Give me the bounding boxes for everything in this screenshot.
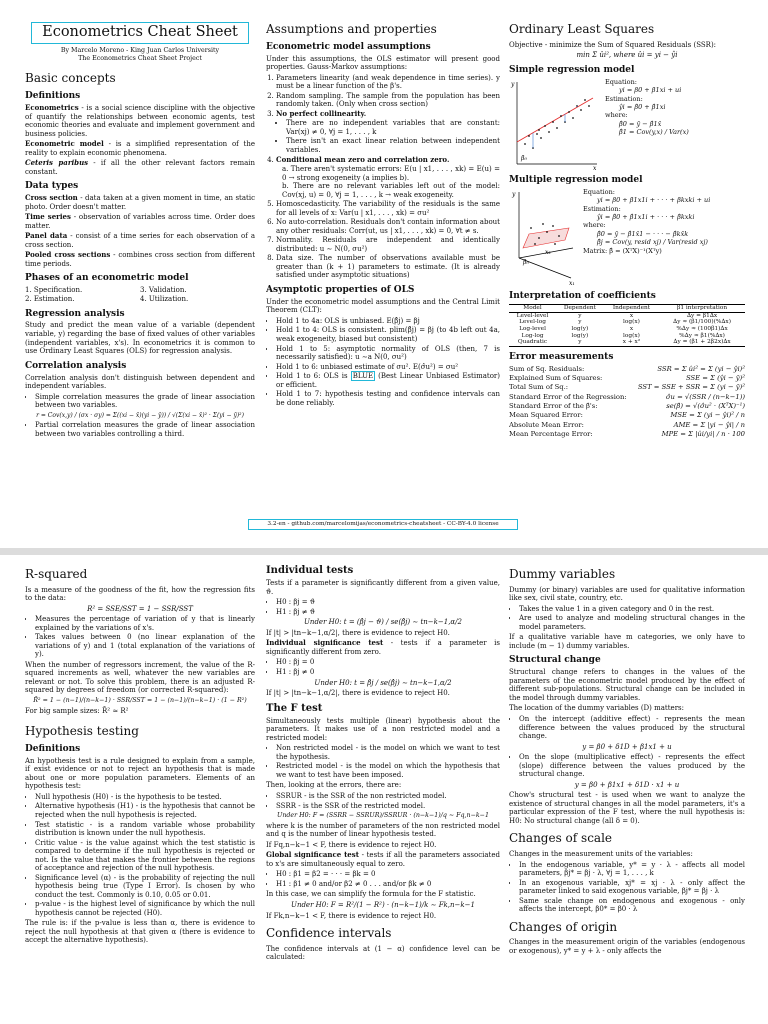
correlation-analysis-heading: Correlation analysis [25,360,127,371]
econometric-model-definition: Econometric model - is a simplified representation of the reality to explain economic phenomena. [25,139,255,157]
simple-regression-block [509,78,745,170]
dummy-categories: If a qualitative variable have m categories, we only have to include (m − 1) dummy variables. [509,633,745,650]
pooled-cross-sections-definition: Pooled cross sections - combines cross section from different time periods. [25,250,255,268]
property-item: • Hold 1 to 6: unbiased estimate of σu². E(σ̂u²) = σu² [276,363,500,372]
changes-of-scale-heading: Changes of scale [509,831,613,846]
f-ssr-item: • SSRUR - is the SSR of the non restricted model. [276,792,500,801]
page2-column-1 [25,565,255,1023]
gs-simplify: In this case, we can simplify the formula for the F statistic. [266,890,476,899]
r-squared-formula: R² = SSE/SST = 1 − SSR/SST [87,604,193,613]
assumption-item: 7. Normality. Residuals are independent and identically distributed: u ∼ N(0, σu²) [276,236,500,253]
f-ssr-item: • SSRR - is the SSR of the restricted model. [276,802,500,811]
measure-sst: Total Sum of Sq.: SST = SSE + SSR = Σ (yi − ȳ)² [509,383,745,392]
plot-x-label: x [593,164,597,170]
correlation-analysis-text: Correlation analysis don't distinguish between dependent and independent variables. [25,373,255,391]
gs-rule: If Fk,n−k−1 < F, there is evidence to reject H0. [266,911,437,920]
changes-of-origin-heading: Changes of origin [509,919,618,934]
page1-column-1 [25,22,255,542]
page2-column-3 [509,565,745,1023]
ist-hypotheses [276,658,500,676]
simple-regression-heading: Simple regression model [509,64,635,75]
phase-item: 3. Validation. [140,286,187,295]
ht-rule: The rule is: if the p-value is less than α, there is evidence to reject the null hypothesis at that given α (there is evidence to accept the alternative hypothesis). [25,919,255,945]
model-assumptions-heading: Econometric model assumptions [266,41,431,52]
hypothesis-testing-heading: Hypothesis testing [25,724,139,739]
measure-se-betas: Standard Error of the β̂'s: se(β̂) = √(σ̂u² · (XᵀX)⁻¹) [509,402,745,411]
interp-header: Independent [604,304,659,312]
f-test-intro: Simultaneously tests multiple (linear) hypothesis about the parameters. It makes use of a non restricted model and a restricted model: [266,716,500,742]
scale-item: • Same scale change on endogenous and exogenous - only affects the intercept, β0* = β0 · λ [519,897,745,914]
table-row: Log-level log(y) x %∆y ≈ (100β1)∆x [519,325,728,332]
phase-item: 2. Estimation. [25,294,75,303]
changes-of-origin-intro: Changes in the measurement origin of the variables (endogenous or exogenous), y* = y + λ - only affects the [509,938,745,955]
property-item: • Hold 1 to 6: OLS is BLUE (Best Linear Unbiased Estimator) or efficient. [276,372,500,389]
chow-test: Chow's structural test - is used when we want to analyze the existence of structural changes in all the model parameters, it's a particular expression of the F test, where the null hypothesis is: H0: No structural change (all δ = 0). [509,791,745,825]
f-models-list [276,744,500,779]
assumption-item: 6. No auto-correlation. Residuals don't contain information about any other residuals: Corr(ut, us | x1, . . . , xk) = 0, ∀t ≠ s. [276,218,500,235]
plot3d-x2-label: x₂ [545,248,551,256]
structural-change-item: • On the intercept (additive effect) - represents the mean difference between the values produced by the structural change. [519,715,745,741]
ols-objective: Objective - minimize the Sum of Squared Residuals (SSR): [509,40,717,49]
correlation-list-2 [35,421,255,438]
ols-heading: Ordinary Least Squares [509,22,655,36]
clt-intro: Under the econometric model assumptions and the Central Limit Theorem (CLT): [266,297,500,315]
ht-definitions-heading: Definitions [25,743,81,754]
r-squared-list [35,615,255,659]
f-ssr-list [276,792,500,810]
slope-equation: y = β0 + β1x1 + δ1D · x1 + u [574,780,680,789]
ceteris-paribus-definition: Ceteris paribus - if all the other relevant factors remain constant. [25,158,255,176]
multiple-regression-formulas: Equation: yi = β0 + β1x1i + · · · + βkxki + ui Estimation: ŷi = β̂0 + β̂1x1i + · · · + β̂kxki where: β̂0 = ȳ − β̂1x̄1 − · · · − β̂kx̄k β̂j = Cov(y, resid xj) / Var(resid xj) Matrix: β̂ = (XᵀX)⁻¹(Xᵀy) [583,187,711,255]
plot3d-beta0-label: β₀ [523,258,529,266]
ht-element-item: • Critic value - is the value against which the test statistic is compared to determine if the null hypothesis is rejected or not. Is the value that makes the frontier between the regions of acceptance and rejection of the null hypothesis. [35,839,255,873]
it-statistic: Under H0: t = (β̂j − ϑ) / se(β̂j) ∼ tn−k−1,α/2 [304,618,462,627]
structural-change-heading: Structural change [509,655,601,666]
hypothesis-item: • H0 : βj = 0 [276,658,500,667]
time-series-definition: Time series - observation of variables across time. Order does matter. [25,212,255,230]
simple-regression-plot [509,78,601,170]
structural-change-list-2 [519,753,745,779]
structural-change-item: • On the slope (multiplicative effect) - represents the effect (slope) difference between the values produced by the structural change. [519,753,745,779]
ist-statistic: Under H0: t = β̂j / se(β̂j) ∼ tn−k−1,α/2 [314,678,452,687]
page2-column-2 [266,565,500,1023]
multiple-regression-plot [509,188,579,286]
phase-item: 4. Utilization. [140,294,189,303]
r-squared-item: • Measures the percentage of variation of y that is linearly explained by the variations of x's. [35,615,255,632]
table-row: Log-log log(y) log(x) %∆y ≈ β1(%∆x) [521,332,725,339]
adjusted-r-squared-formula: R̄² = 1 − (n−1)/(n−k−1) · SSR/SST = 1 − (n−1)/(n−k−1) · (1 − R²) [33,697,247,704]
license-footer-link[interactable]: 3.2-en - github.com/marcelomijas/econometrics-cheatsheet - CC-BY-4.0 license [248,519,518,530]
hypothesis-item: • H1 : β1 ≠ 0 and/or β2 ≠ 0 . . . and/or βk ≠ 0 [276,880,500,889]
hypothesis-item: • H0 : β1 = β2 = · · · = βk = 0 [276,870,500,879]
assumption-item: 4. Conditional mean zero and correlation zero. a. There aren't systematic errors: E(u | x1, . . . , xk) = E(u) = 0 → strong exogeneity (a implies b). b. There are no relevant variables left out of the model: Cov(xj, u) = 0, ∀j = 1, . . . , k → weak exogeneity. [276,156,500,199]
dummy-variables-heading: Dummy variables [509,567,616,581]
interp-header: β1 interpretation [659,304,745,312]
dummy-item: • Takes the value 1 in a given category and 0 in the rest. [519,605,745,614]
ist-rule: If |t| > |tn−k−1,α/2|, there is evidence to reject H0. [266,689,450,698]
scale-item: • In an exogenous variable, xj* = xj · λ - only affect the parameter linked to said exogenous variable, βj* = βj · λ [519,879,745,896]
error-measurements-heading: Error measurements [509,351,614,362]
measure-ssr: Sum of Sq. Residuals: SSR = Σ ûi² = Σ (yi − ŷi)² [509,364,745,373]
gs-hypotheses [276,870,500,888]
properties-list [276,317,500,407]
r-squared-intro: Is a measure of the goodness of the fit, how the regression fits to the data: [25,585,255,603]
hypothesis-item: • H1 : βj ≠ ϑ [276,608,500,617]
assumption-subitem: • There isn't an exact linear relation between independent variables. [286,137,500,154]
scale-item: • In the endogenous variable, y* = y · λ - affects all model parameters, βj* = βj · λ, ∀j = 1, . . . , k [519,861,745,878]
panel-data-definition: Panel data - consist of a time series for each observation of a cross section. [25,231,255,249]
hypothesis-item: • H1 : βj ≠ 0 [276,668,500,677]
structural-change-location: The location of the dummy variables (D) matters: [509,704,684,713]
ht-element-item: • Null hypothesis (H0) - is the hypothesis to be tested. [35,793,255,802]
correlation-formula: r = Cov(x,y) / (σx · σy) = Σ((xi − x̄)(yi − ȳ)) / √(Σ(xi − x̄)² · Σ(yi − ȳ)²) [36,411,244,419]
dummy-item: • Are used to analyze and modeling structural changes in the model parameters. [519,614,745,631]
f-model-item: • Restricted model - is the model on which the hypothesis that we want to test have been imposed. [276,762,500,779]
correlation-list [35,393,255,410]
ht-element-item: • p-value - is the highest level of significance by which the null hypothesis cannot be rejected (H0). [35,900,255,917]
interpretation-table [509,304,745,347]
ols-objective-formula: min Σ ûi², where ûi = yi − ŷi [576,51,678,60]
gs-text: Global significance test - tests if all the parameters associated to x's are simultaneously equal to zero. [266,850,500,868]
big-sample-note: For big sample sizes: R̄² ≈ R² [25,706,129,715]
assumption-subitem: • There are no independent variables that are constant: Var(xj) ≠ 0, ∀j = 1, . . . , k [286,119,500,136]
blue-link[interactable]: BLUE [352,372,374,381]
changes-of-scale-list [519,861,745,914]
cross-section-definition: Cross section - data taken at a given moment in time, an static photo. Order doesn't matter. [25,193,255,211]
ist-text: Individual significance test - tests if a parameter is significantly different from zero. [266,638,500,656]
plot3d-x1-label: x₁ [569,279,575,286]
interp-header: Model [509,304,556,312]
individual-tests-intro: Tests if a parameter is significantly different from a given value, ϑ. [266,579,500,596]
sheet-title: Econometrics Cheat Sheet [31,22,249,44]
ht-element-item: • Significance level (α) - is the probability of rejecting the null hypothesis being true (Type I Error). Is chosen by who conduct the test. Commonly is 0.10, 0.05 or 0.01. [35,874,255,900]
simple-correlation-item: • Simple correlation measures the grade of linear association between two variables. [35,393,255,410]
scatter-points [524,99,590,149]
f-rule: If Fq,n−k−1 < F, there is evidence to reject H0. [266,840,437,849]
plot3d-y-label: y [512,190,516,198]
measure-mse: Mean Squared Error: MSE = Σ (yi − ŷi)² / n [509,411,745,420]
hypothesis-item: • H0 : βj = ϑ [276,598,500,607]
assumption-item: 2. Random sampling. The sample from the population has been randomly taken. (Only when cross section) [276,92,500,109]
asymptotic-properties-heading: Asymptotic properties of OLS [266,284,415,295]
it-hypotheses [276,598,500,616]
simple-regression-formulas: Equation: yi = β0 + β1xi + ui Estimation: ŷi = β̂0 + β̂1xi where: β̂0 = ȳ − β̂1x̄ β̂1 = Cov(y,x) / Var(x) [605,77,689,137]
definitions-heading: Definitions [25,91,81,102]
measure-ame: Absolute Mean Error: AME = Σ |yi − ŷi| / n [509,420,745,429]
page1-column-2 [266,22,500,542]
regression-analysis-heading: Regression analysis [25,308,125,319]
assumption-item: 8. Data size. The number of observations available must be greater than (k + 1) parameters to estimate. (It is already satisfied under asymptotic situations) [276,254,500,280]
property-item: • Hold 1 to 7: hypothesis testing and confidence intervals can be done reliably. [276,390,500,407]
ht-element-item: • Test statistic - is a random variable whose probability distribution is known under the null hypothesis. [35,821,255,838]
changes-of-scale-intro: Changes in the measurement units of the variables: [509,849,693,858]
multiple-regression-block [509,188,745,286]
assumption-subitem: b. There are no relevant variables left out of the model: Cov(xj, u) = 0, ∀j = 1, . . . , k → weak exogeneity. [282,182,500,199]
author-line-1: By Marcelo Moreno - King Juan Carlos University [60,46,220,54]
residual-lines [533,106,577,148]
plot-beta0-label: β₀ [521,154,527,162]
phases-heading: Phases of an econometric model [25,273,189,284]
ht-element-item: • Alternative hypothesis (H1) - is the hypothesis that cannot be rejected when the null hypothesis is rejected. [35,802,255,819]
assumption-item: 3. No perfect collinearity. • There are no independent variables that are constant: Var(xj) ≠ 0, ∀j = 1, . . . , k • There isn't an exact linear relation between independent variables. [276,110,500,155]
property-item: • Hold 1 to 4a: OLS is unbiased. E(β̂j) = βj [276,317,500,326]
confidence-intervals-heading: Confidence intervals [266,926,392,941]
regression-analysis-text: Study and predict the mean value of a variable (dependent variable, y) regarding the base of fixed values of other variables (independent variables, x's). In econometrics it is common to use Ordinary Least Squares (OLS) for regression analysis. [25,321,255,356]
r-squared-heading: R-squared [25,567,88,581]
dummy-intro: Dummy (or binary) variables are used for qualitative information like sex, civil state, country, etc. [509,585,745,603]
structural-change-list [519,715,745,741]
regression-plane [523,228,569,248]
f-statistic: Under H0: F = (SSRR − SSRUR)/SSRUR · (n−k−1)/q ∼ Fq,n−k−1 [277,812,489,820]
page-separator [0,548,768,555]
ht-elements-list [35,793,255,917]
phases-list [25,286,255,303]
f-model-item: • Non restricted model - is the model on which we want to test the hypothesis. [276,744,500,761]
r-squared-item: • Takes values between 0 (no linear explanation of the variations of y) and 1 (total explanation of the variations of y). [35,633,255,659]
adjusted-r-squared-text: When the number of regressors increment, the value of the R-squared increments as well, whatever the new variables are relevant or not. To solve this problem, there is an adjusted R-squared by degrees of freedom (or corrected R-squared): [25,660,255,695]
assumption-subitem: a. There aren't systematic errors: E(u | x1, . . . , xk) = E(u) = 0 → strong exogeneity (a implies b). [282,164,500,182]
plot-y-label: y [511,80,515,88]
property-item: • Hold 1 to 5: asymptotic normality of OLS (then, 7 is necessarily satisfied): u ∼a N(0, σu²) [276,345,500,362]
structural-change-intro: Structural change refers to changes in the values of the parameters of the econometric model produced by the effect of different sub-populations. Structural change can be included in the model through dummy variables. [509,668,745,702]
ci-intro: The confidence intervals at (1 − α) confidence level can be calculated: [266,944,500,962]
measure-se-regression: Standard Error of the Regression: σ̂u = √(SSR / (n−k−1)) [509,392,745,401]
data-types-heading: Data types [25,181,79,192]
measure-mpe: Mean Percentage Error: MPE = Σ |ûi/yi| / n · 100 [509,429,745,438]
phase-item: 1. Specification. [25,286,83,295]
individual-tests-heading: Individual tests [266,565,354,576]
dummy-list [519,605,745,632]
measure-sse: Explained Sum of Squares: SSE = Σ (ŷi − ȳ)² [509,374,745,383]
f-then: Then, looking at the errors, there are: [266,781,402,790]
property-item: • Hold 1 to 4: OLS is consistent. plim(β̂j) = βj (to 4b left out 4a, weak exogeneity, biased but consistent) [276,326,500,343]
page-2 [0,555,768,1024]
assumptions-list [276,74,500,280]
basic-concepts-heading: Basic concepts [25,71,116,86]
page1-column-3 [509,22,745,542]
table-row: Level-level y x ∆y = β1∆x [516,312,718,319]
intercept-equation: y = β0 + δ1D + β1x1 + u [582,742,672,751]
assumption-item: 5. Homoscedasticity. The variability of the residuals is the same for all levels of x: Var(u | x1, . . . , xk) = σu² [276,200,500,217]
ht-intro: An hypothesis test is a rule designed to explain from a sample, if exist evidence or not to reject an hypothesis that is made about one or more population parameters. Elements of an hypothesis test: [25,756,255,791]
table-row: Level-log y log(x) ∆y ≈ (β1/100)(%∆x) [519,319,731,326]
assumptions-intro: Under this assumptions, the OLS estimator will present good properties. Gauss-Markov assumptions: [266,54,500,72]
it-rule: If |t| > |tn−k−1,α/2|, there is evidence to reject H0. [266,628,450,637]
author-line-2: The Econometrics Cheat Sheet Project [78,54,202,62]
multiple-regression-heading: Multiple regression model [509,174,643,185]
f-where: where k is the number of parameters of the non restricted model and q is the number of linear hypothesis tested. [266,821,500,839]
f-test-heading: The F test [266,702,323,714]
partial-correlation-item: • Partial correlation measures the grade of linear association between two variables controlling a third. [35,421,255,438]
econometrics-definition: Econometrics - is a social science discipline with the objective of quantify the relationships between economic agents, test economic theories and evaluate and implement government and business policies. [25,103,255,138]
interp-header: Dependent [556,304,604,312]
gs-statistic: Under H0: F = R²/(1 − R²) · (n−k−1)/k ∼ Fk,n−k−1 [291,900,475,909]
table-row: Quadratic y x + x² ∆y = (β1 + 2β2x)∆x [509,339,745,346]
assumptions-heading: Assumptions and properties [266,22,437,36]
interpretation-heading: Interpretation of coefficients [509,290,656,301]
assumption-item: 1. Parameters linearity (and weak dependence in time series). y must be a linear function of the β's. [276,74,500,91]
